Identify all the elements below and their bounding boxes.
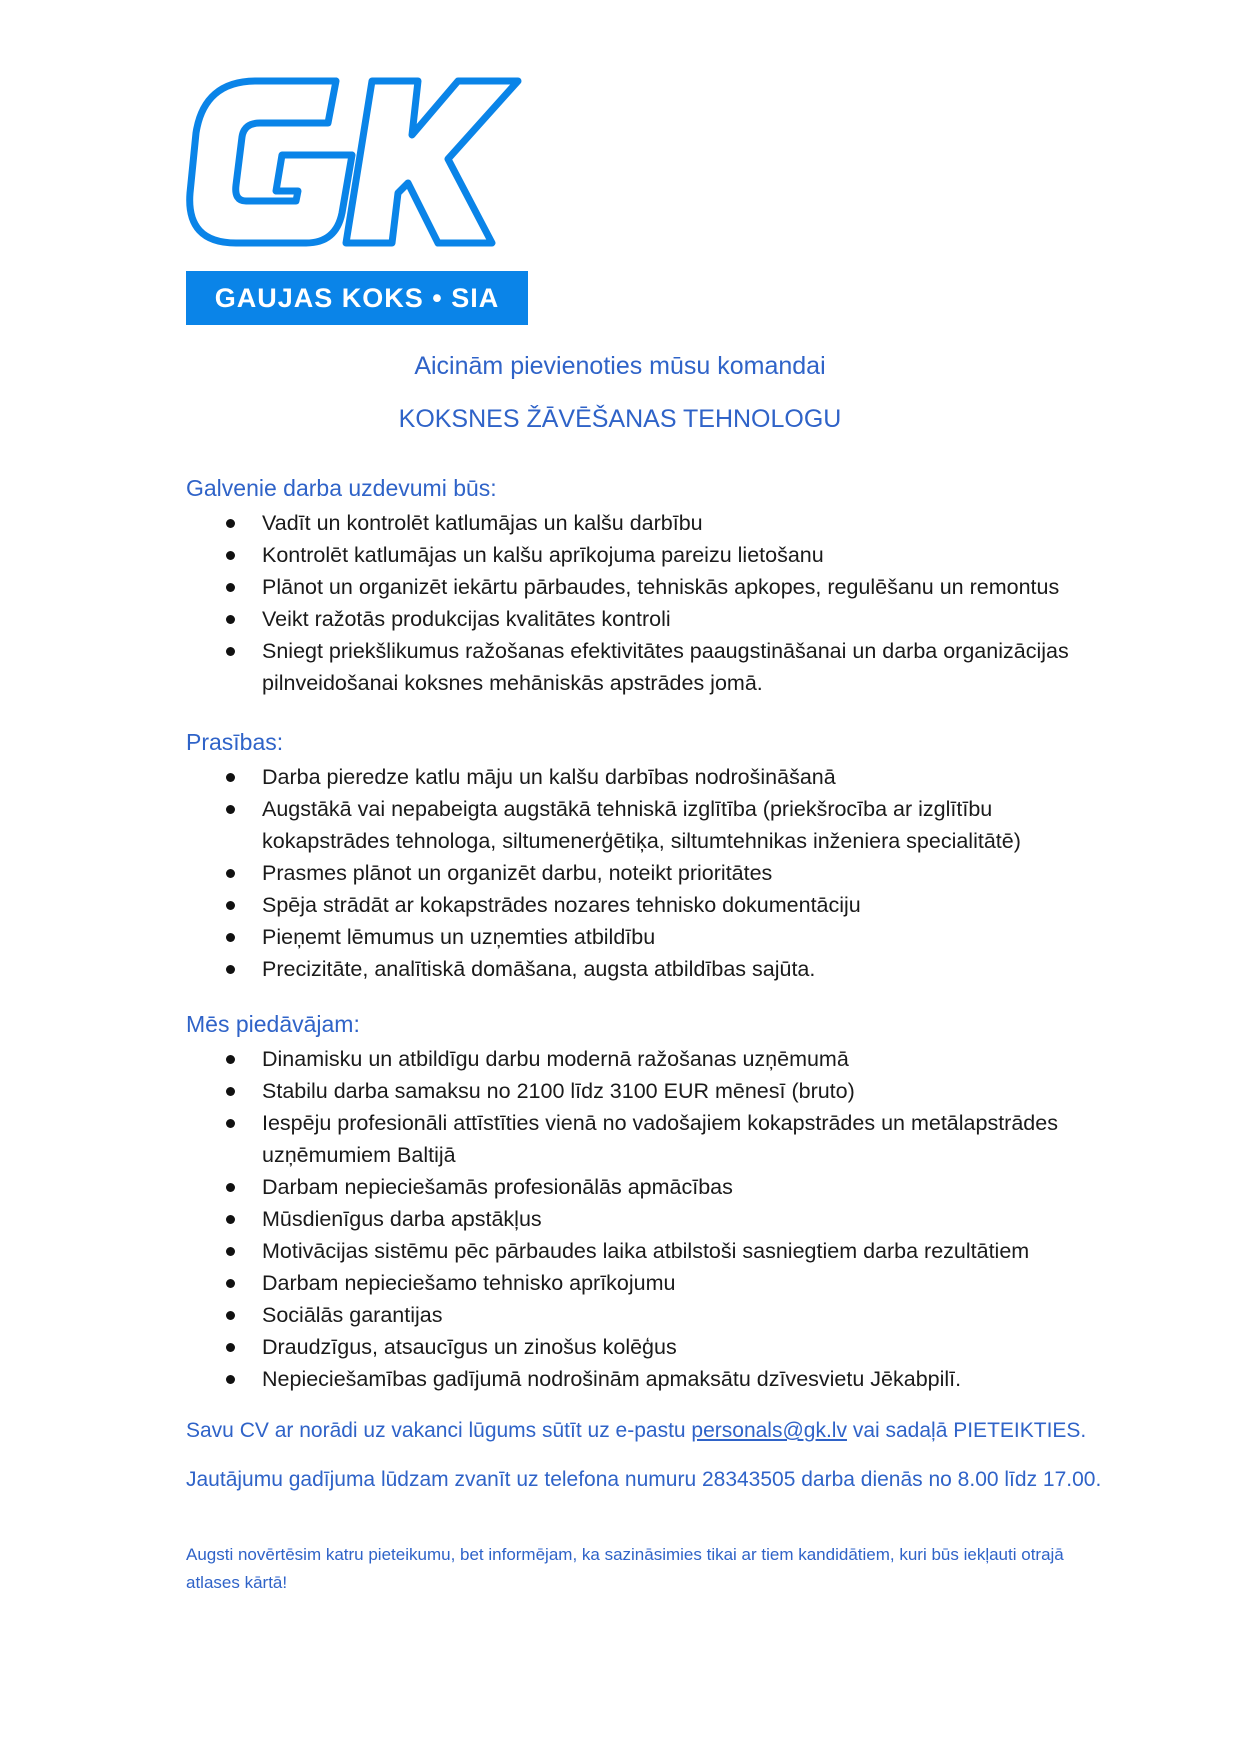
list-item: Sniegt priekšlikumus ražošanas efektivitātes paaugstināšanai un darba organizācijas pilnveidošanai koksnes mehāniskās apstrādes jomā. — [186, 635, 1106, 699]
duties-list — [186, 507, 1106, 699]
list-item: Mūsdienīgus darba apstākļus — [186, 1203, 1106, 1235]
selection-note: Augsti novērtēsim katru pieteikumu, bet informējam, ka sazināsimies tikai ar tiem kandidātiem, kuri būs iekļauti otrajā atlases kārtā! — [186, 1545, 1064, 1592]
invite-heading: Aicinām pievienoties mūsu komandai — [414, 352, 826, 380]
list-item: Vadīt un kontrolēt katlumājas un kalšu darbību — [186, 507, 1106, 539]
offer-title: Mēs piedāvājam: — [186, 1011, 360, 1037]
requirements-title: Prasības: — [186, 729, 284, 755]
list-item: Plānot un organizēt iekārtu pārbaudes, tehniskās apkopes, regulēšanu un remontus — [186, 571, 1106, 603]
duties-title: Galvenie darba uzdevumi būs: — [186, 475, 497, 501]
list-item: Spēja strādāt ar kokapstrādes nozares tehnisko dokumentāciju — [186, 889, 1106, 921]
requirements-list — [186, 761, 1106, 985]
list-item: Prasmes plānot un organizēt darbu, noteikt prioritātes — [186, 857, 1106, 889]
phone-info: Jautājumu gadījuma lūdzam zvanīt uz telefona numuru 28343505 darba dienās no 8.00 līdz 17.00. — [186, 1468, 1102, 1491]
list-item: Motivācijas sistēmu pēc pārbaudes laika atbilstoši sasniegtiem darba rezultātiem — [186, 1235, 1106, 1267]
list-item: Stabilu darba samaksu no 2100 līdz 3100 EUR mēnesī (bruto) — [186, 1075, 1106, 1107]
list-item: Sociālās garantijas — [186, 1299, 1106, 1331]
list-item: Iespēju profesionāli attīstīties vienā no vadošajiem kokapstrādes un metālapstrādes uzņēmumiem Baltijā — [186, 1107, 1106, 1171]
position-title: KOKSNES ŽĀVĒŠANAS TEHNOLOGU — [398, 405, 842, 433]
cv-instructions — [186, 1415, 1106, 1447]
list-item: Kontrolēt katlumājas un kalšu aprīkojuma pareizu lietošanu — [186, 539, 1106, 571]
cv-text-before: Savu CV ar norādi uz vakanci lūgums sūtīt uz e-pastu — [186, 1419, 692, 1442]
cv-text-after: vai sadaļā PIETEIKTIES. — [846, 1419, 1087, 1442]
list-item: Darbam nepieciešamo tehnisko aprīkojumu — [186, 1267, 1106, 1299]
company-logo — [186, 73, 528, 325]
list-item: Darba pieredze katlu māju un kalšu darbības nodrošināšanā — [186, 761, 1106, 793]
company-name-band: GAUJAS KOKS • SIA — [186, 271, 528, 325]
offer-list — [186, 1043, 1106, 1395]
list-item: Darbam nepieciešamās profesionālās apmācības — [186, 1171, 1106, 1203]
list-item: Draudzīgus, atsaucīgus un zinošus kolēģus — [186, 1331, 1106, 1363]
list-item: Pieņemt lēmumus un uzņemties atbildību — [186, 921, 1106, 953]
gk-logo-icon — [186, 73, 528, 273]
list-item: Dinamisku un atbildīgu darbu modernā ražošanas uzņēmumā — [186, 1043, 1106, 1075]
email-link[interactable]: personals@gk.lv — [691, 1419, 847, 1442]
list-item: Precizitāte, analītiskā domāšana, augsta atbildības sajūta. — [186, 953, 1106, 985]
list-item: Augstākā vai nepabeigta augstākā tehniskā izglītība (priekšrocība ar izglītību kokapstrādes tehnologa, siltumenerģētiķa, siltumtehnikas inženiera specialitātē) — [186, 793, 1106, 857]
list-item: Veikt ražotās produkcijas kvalitātes kontroli — [186, 603, 1106, 635]
list-item: Nepieciešamības gadījumā nodrošinām apmaksātu dzīvesvietu Jēkabpilī. — [186, 1363, 1106, 1395]
